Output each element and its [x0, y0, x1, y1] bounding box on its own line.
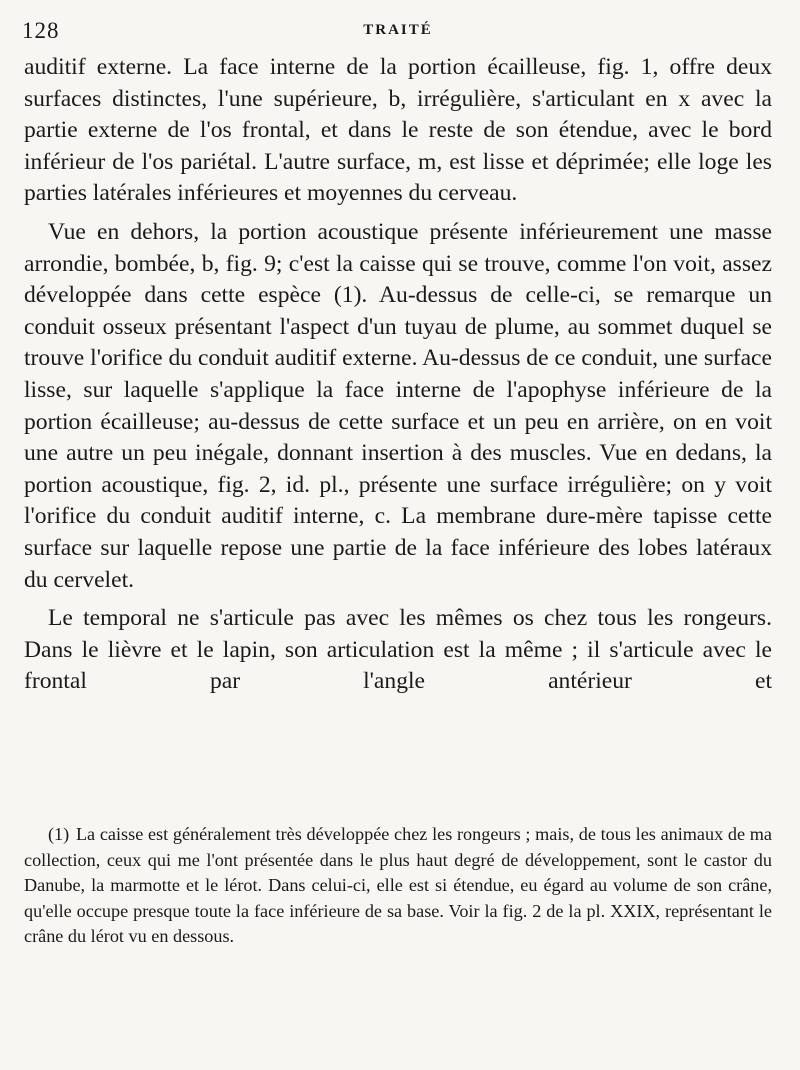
footnotes	[24, 822, 772, 950]
footnote-marker: (1)	[48, 824, 70, 844]
paragraph: Le temporal ne s'articule pas avec les mêmes os chez tous les rongeurs. Dans le lièvre et le lapin, son articulation est la même ; il s'articule avec le frontal par l'angle antérieur et	[24, 605, 772, 695]
footnote	[24, 822, 772, 950]
running-head	[22, 18, 774, 44]
footnote-text: La caisse est généralement très développée chez les rongeurs ; mais, de tous les animaux de ma collection, ceux qui me l'ont présentée dans le plus haut degré de développement, sont le castor du Danube, la marmotte et le lérot. Dans celui-ci, elle est si étendue, eu égard au volume de son crâne, qu'elle occupe presque toute la face inférieure de sa base. Voir la fig. 2 de la pl. XXIX, représentant le crâne du lérot vu en dessous.	[24, 824, 773, 946]
running-title: TRAITÉ	[363, 22, 433, 38]
page-number: 128	[22, 18, 60, 43]
paragraph: Vue en dehors, la portion acoustique présente inférieurement une masse arrondie, bombée, b, fig. 9; c'est la caisse qui se trouve, comme l'on voit, assez développée dans cette espèce (1). Au-dessus de celle-ci, se remarque un conduit osseux présentant l'aspect d'un tuyau de plume, au sommet duquel se trouve l'orifice du conduit auditif externe. Au-dessus de ce conduit, une surface lisse, sur laquelle s'applique la face interne de l'apophyse inférieure de la portion écailleuse; au-dessus de cette surface et un peu en arrière, on en voit une autre un peu inégale, donnant insertion à des muscles. Vue en dedans, la portion acoustique, fig. 2, id. pl., présente une surface irrégulière; on y voit l'orifice du conduit auditif interne, c. La membrane dure-mère tapisse cette surface sur laquelle repose une partie de la face inférieure des lobes latéraux du cervelet.	[24, 218, 772, 593]
body-text	[24, 52, 772, 698]
paragraph: auditif externe. La face interne de la portion écailleuse, fig. 1, offre deux surfaces distinctes, l'une supérieure, b, irrégulière, s'articulant en x avec la partie externe de l'os frontal, et dans le reste de son étendue, avec le bord inférieur de l'os pariétal. L'autre surface, m, est lisse et déprimée; elle loge les parties latérales inférieures et moyennes du cerveau.	[24, 54, 772, 207]
